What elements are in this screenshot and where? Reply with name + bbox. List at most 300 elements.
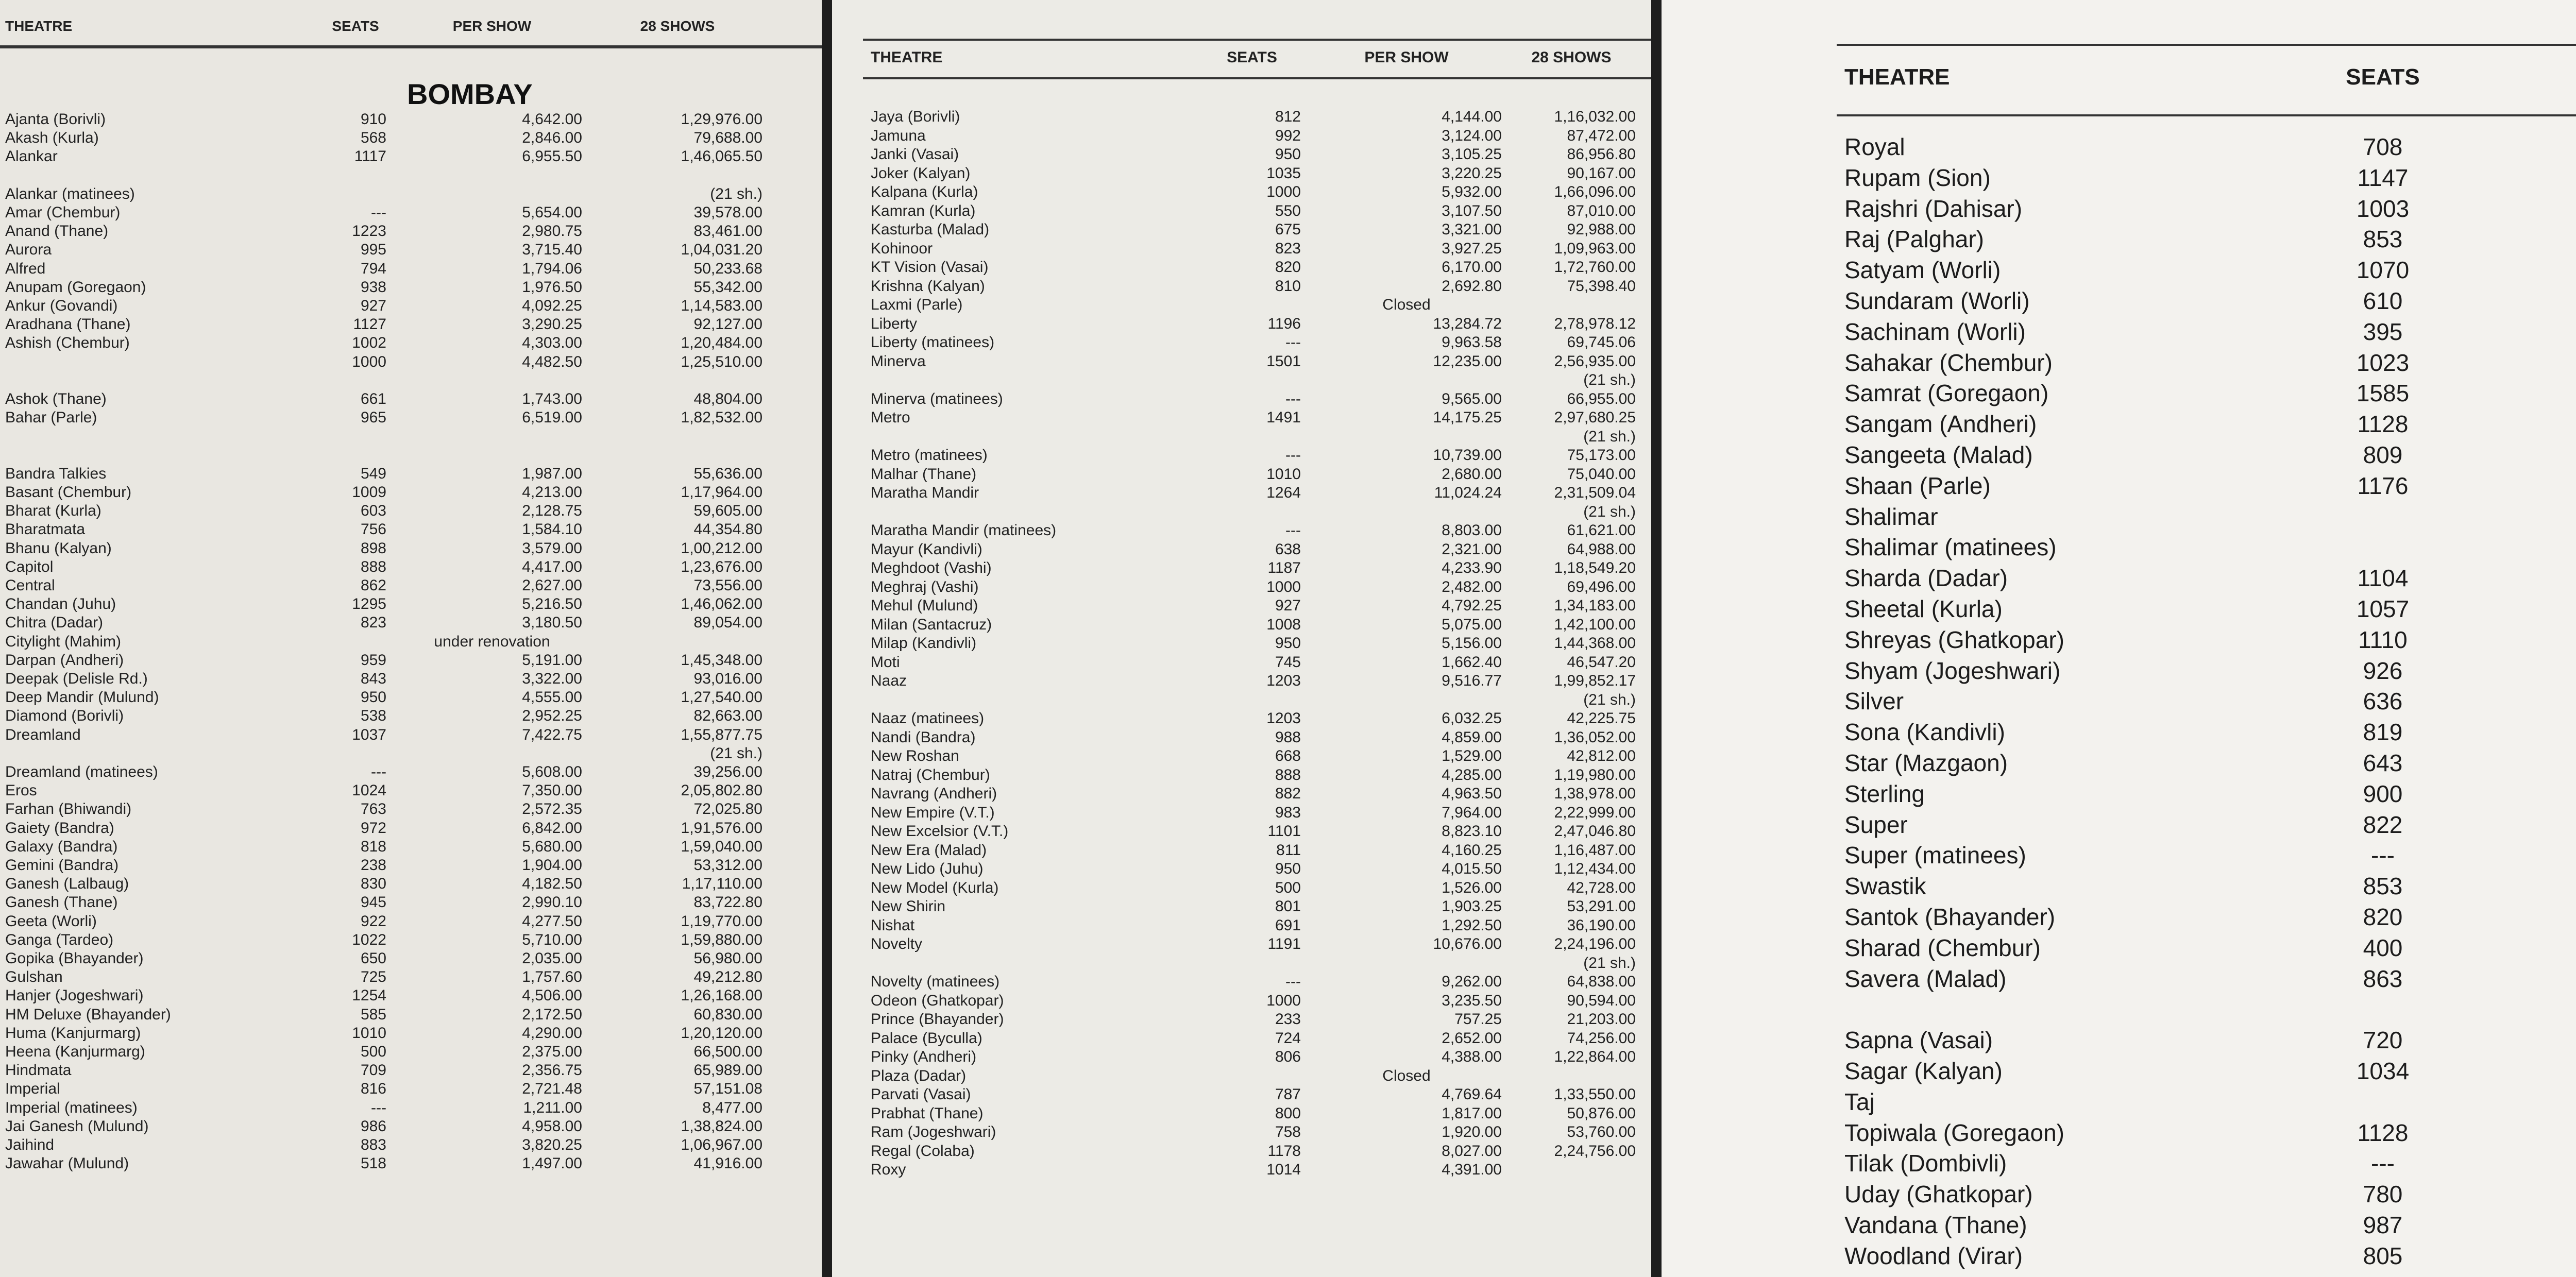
seats-value: 1203 [1266,710,1301,727]
shows-total: (21 sh.) [1583,371,1636,388]
per-show-value: 4,290.00 [522,1024,582,1042]
per-show-value [2522,133,2576,161]
per-show-value: 4,391.00 [1442,1161,1502,1178]
shows-total: 1,04,031.20 [681,241,762,259]
per-show-value: 5,608.00 [522,763,582,780]
seats-value: 1003 [2356,195,2410,222]
shows-total: 2,47,046.80 [1554,823,1636,840]
per-show-value: 4,859.00 [1442,728,1502,746]
shows-total: 36,190.00 [1567,916,1636,934]
seats-value: 818 [360,838,386,855]
per-show-value [2522,287,2576,315]
seats-value: 550 [1275,202,1301,219]
theatre-name: Malhar (Thane) [871,465,977,483]
shows-total: 2,24,756.00 [1554,1142,1636,1160]
per-show-value: 5,710.00 [522,931,582,948]
per-show-value: 3,220.25 [1442,164,1502,182]
seats-value: 668 [1275,747,1301,764]
per-show-value [2522,564,2576,592]
per-show-value: 7,422.75 [522,726,582,743]
seats-value: 1176 [2357,472,2409,499]
seats-value: 992 [1275,127,1301,144]
theatre-name: Nishat [871,916,915,934]
theatre-name: Anand (Thane) [5,223,109,240]
shows-total: 39,256.00 [693,763,762,780]
theatre-name: Chitra (Dadar) [5,614,104,632]
shows-total: 1,46,062.00 [681,595,762,613]
theatre-name: Prabhat (Thane) [871,1104,984,1122]
theatre-name: Imperial (matinees) [5,1099,138,1116]
per-show-value: 2,980.75 [522,223,582,240]
theatre-name: Santok (Bhayander) [1844,904,2056,930]
seats-value: 603 [360,502,386,520]
theatre-name: Royal [1844,133,1905,160]
per-show-value: 2,692.80 [1442,277,1502,295]
shows-total: 56,980.00 [693,950,762,967]
seats-value: 395 [2363,318,2403,345]
shows-total: 1,06,967.00 [681,1136,762,1153]
per-show-value: 4,015.50 [1442,860,1502,877]
theatre-name: Sangeeta (Malad) [1844,441,2033,468]
theatre-name: Ajanta (Borivli) [5,111,106,128]
shows-total: (21 sh.) [1583,954,1636,972]
seats-value: 1000 [1266,183,1301,200]
seats-value: 675 [1275,221,1301,238]
header-seats: SEATS [2346,64,2420,90]
per-show-value [2522,441,2576,469]
seats-value: 1000 [352,353,386,370]
per-show-value: 1,987.00 [522,465,582,482]
per-show-value: 3,820.25 [522,1136,582,1153]
seats-value: 819 [2363,719,2403,746]
theatre-name: Amar (Chembur) [5,204,121,221]
theatre-name: Hanjer (Jogeshwari) [5,987,144,1004]
per-show-value: 4,092.25 [522,297,582,314]
shows-total: 69,745.06 [1567,334,1636,351]
shows-total: 50,233.68 [693,260,762,277]
shows-total: 1,23,676.00 [681,558,762,575]
per-show-value: 4,769.64 [1442,1086,1502,1103]
seats-value: 1070 [2356,257,2410,284]
seats-value: 1000 [1266,578,1301,595]
theatre-name: Sona (Kandivli) [1844,719,2005,746]
shows-total: 75,173.00 [1567,447,1636,464]
seats-value: --- [1285,447,1301,464]
theatre-name: Krishna (Kalyan) [871,277,985,295]
theatre-name: Silver [1844,688,1904,715]
seats-value: 1585 [2356,380,2410,407]
seats-value: 1010 [352,1024,386,1042]
per-show-value [2522,256,2576,284]
seats-value: 1147 [2357,164,2409,191]
per-show-value: Closed [1382,296,1431,313]
seats-value: 811 [1276,841,1301,859]
theatre-name: Sharad (Chembur) [1844,934,2041,961]
theatre-name: Palace (Byculla) [871,1029,982,1047]
theatre-name: Alankar (matinees) [5,185,135,202]
shows-total: 1,34,183.00 [1554,597,1636,614]
per-show-value: 5,156.00 [1442,635,1502,652]
per-show-value [2522,1180,2576,1208]
theatre-name: Star (Mazgaon) [1844,750,2008,776]
seats-value: 1057 [2356,595,2410,622]
shows-total: 1,91,576.00 [681,819,762,837]
seats-value: 888 [360,558,386,575]
seats-value: 823 [1275,240,1301,257]
per-show-value: 7,964.00 [1442,804,1502,821]
seats-value: 1008 [1266,616,1301,633]
theatre-name: Basant (Chembur) [5,484,132,501]
seats-value: 822 [2363,811,2403,838]
header-per-show: PER SHOW [452,18,532,34]
per-show-value: 2,035.00 [522,950,582,967]
seats-value: --- [2371,1150,2395,1177]
city-title: BOMBAY [407,78,533,110]
shows-total: 69,496.00 [1567,578,1636,595]
theatre-name: Jaihind [5,1136,55,1153]
per-show-value: 3,105.25 [1442,146,1502,163]
seats-value: 238 [360,857,386,874]
shows-total: 1,14,583.00 [681,297,762,314]
theatre-name: Samrat (Goregaon) [1844,380,2049,407]
theatre-name: Gaiety (Bandra) [5,819,114,837]
seats-value: 720 [2363,1027,2403,1054]
seats-value: --- [1285,390,1301,407]
theatre-name: Liberty [871,315,918,332]
shows-total: 1,29,976.00 [681,111,762,128]
theatre-name: HM Deluxe (Bhayander) [5,1006,171,1023]
per-show-value: 4,303.00 [522,334,582,352]
shows-total: 1,27,540.00 [681,689,762,706]
theatre-name: Natraj (Chembur) [871,766,990,784]
seats-value: 1037 [352,726,386,743]
per-show-value [2522,718,2576,746]
per-show-value: 3,107.50 [1442,202,1502,219]
seats-value: 1117 [354,148,386,165]
per-show-value: 2,680.00 [1442,465,1502,483]
per-show-value: 5,075.00 [1442,616,1502,633]
theatre-name: Kohinoor [871,240,933,257]
theatre-name: Milap (Kandivli) [871,635,977,652]
seats-value: 1009 [352,484,386,501]
theatre-name: Ganesh (Thane) [5,894,118,911]
shows-total: 1,33,550.00 [1554,1086,1636,1103]
per-show-value: 2,721.48 [522,1080,582,1098]
theatre-name: Sapna (Vasai) [1844,1027,1993,1054]
seats-value: 708 [2363,133,2403,160]
shows-total: 72,025.80 [693,801,762,818]
per-show-value: 10,739.00 [1433,447,1502,464]
seats-value: 863 [2363,965,2403,992]
header-theatre: THEATRE [5,18,73,34]
seats-value: 1034 [2356,1058,2410,1084]
theatre-name: New Era (Malad) [871,841,987,859]
theatre-name: Jawahar (Mulund) [5,1155,129,1172]
per-show-value: 2,128.75 [522,502,582,520]
per-show-value [2522,687,2576,715]
theatre-name: Liberty (matinees) [871,334,995,351]
per-show-value: 1,211.00 [523,1099,582,1116]
seats-value: 745 [1275,653,1301,671]
theatre-name: Dreamland [5,726,81,743]
per-show-value: 4,792.25 [1442,597,1502,614]
shows-total: 1,45,348.00 [681,651,762,669]
shows-total: 1,16,032.00 [1554,108,1636,125]
theatre-name: Novelty [871,935,923,952]
seats-value: 950 [1275,860,1301,877]
seats-value: 400 [2363,934,2403,961]
shows-total: 2,05,802.80 [681,782,762,799]
theatre-name: Sharda (Dadar) [1844,565,2008,592]
theatre-name: Shreyas (Ghatkopar) [1844,626,2064,653]
theatre-name: Heena (Kanjurmarg) [5,1043,145,1060]
theatre-name: Ashish (Chembur) [5,334,130,352]
theatre-name: Taj [1844,1088,1875,1115]
theatre-name: Janki (Vasai) [871,146,959,163]
theatre-name: Bharatmata [5,521,86,538]
seats-value: --- [371,763,386,780]
seats-value: 1178 [1267,1142,1301,1160]
theatre-name: Rajshri (Dahisar) [1844,195,2023,222]
theatre-name: Plaza (Dadar) [871,1067,967,1084]
per-show-value: 6,955.50 [522,148,582,165]
seats-value: 862 [360,577,386,594]
per-show-value: 9,516.77 [1442,672,1502,689]
theatre-name: Novelty (matinees) [871,973,1000,990]
theatre-name: Imperial [5,1080,60,1098]
header-theatre: THEATRE [871,49,943,66]
seats-value: 1264 [1266,484,1301,501]
per-show-value: 2,846.00 [522,129,582,147]
shows-total: 66,955.00 [1567,390,1636,407]
theatre-name: Woodland (Virar) [1844,1242,2023,1269]
shows-total: 1,25,510.00 [681,353,762,370]
per-show-value: 4,963.50 [1442,785,1502,802]
seats-value: 500 [360,1043,386,1060]
seats-value: 927 [360,297,386,314]
theatre-name: Raj (Palghar) [1844,226,1984,253]
seats-value: 636 [2363,688,2403,715]
seats-value: --- [371,1099,386,1116]
seats-value: 610 [2363,287,2403,314]
theatre-name: Mayur (Kandivli) [871,540,982,558]
shows-total: 57,151.08 [693,1080,762,1098]
theatre-name: Aurora [5,241,52,259]
per-show-value [2522,410,2576,438]
shows-total: 8,477.00 [702,1099,762,1116]
seats-value: 1014 [1266,1161,1301,1178]
theatre-name: Minerva [871,352,926,370]
per-show-value: 1,529.00 [1442,747,1502,764]
per-show-value: 4,642.00 [522,111,582,128]
theatre-name: Jaya (Borivli) [871,108,960,125]
per-show-value: 4,417.00 [522,558,582,575]
per-show-value [2522,225,2576,253]
seats-value: 843 [360,670,386,687]
theatre-name: Bhanu (Kalyan) [5,539,112,557]
seats-value: 1000 [1266,992,1301,1009]
per-show-value [2522,657,2576,685]
per-show-value: 3,235.50 [1442,992,1502,1009]
per-show-value: 4,285.00 [1442,766,1502,784]
theatre-name: Ankur (Govandi) [5,297,118,314]
per-show-value: 1,743.00 [522,390,582,407]
shows-total: 65,989.00 [693,1062,762,1079]
theatre-name: Citylight (Mahim) [5,633,122,650]
theatre-name: Regal (Colaba) [871,1142,975,1160]
per-show-value: 4,277.50 [522,912,582,930]
seats-value: 995 [360,241,386,259]
shows-total: 1,36,052.00 [1554,728,1636,746]
seats-value: --- [1285,334,1301,351]
shows-total: 1,19,770.00 [681,912,762,930]
shows-total: 64,988.00 [1567,540,1636,558]
per-show-value: 9,262.00 [1442,973,1502,990]
shows-total: 2,97,680.25 [1554,409,1636,426]
seats-value: 661 [360,390,386,407]
theatre-name: New Shirin [871,898,946,915]
per-show-value: under renovation [434,633,550,650]
seats-value: 945 [360,894,386,911]
per-show-value [2522,780,2576,808]
theatre-name: Aradhana (Thane) [5,316,131,333]
shows-total: 83,461.00 [693,223,762,240]
per-show-value: 12,235.00 [1433,352,1502,370]
seats-value: --- [1285,973,1301,990]
shows-total: 1,46,065.50 [681,148,762,165]
per-show-value: 10,676.00 [1433,935,1502,952]
seats-value: 987 [2363,1212,2403,1238]
theatre-name: Akash (Kurla) [5,129,99,147]
theatre-name: Sheetal (Kurla) [1844,595,2003,622]
per-show-value [2522,903,2576,931]
seats-value: 988 [1275,728,1301,746]
seats-value: 926 [2363,657,2403,684]
seats-value: --- [1285,522,1301,539]
seats-value: 950 [1275,146,1301,163]
theatre-name: Chandan (Juhu) [5,595,116,613]
theatre-name: Joker (Kalyan) [871,164,971,182]
shows-total: 1,16,487.00 [1554,841,1636,859]
per-show-value [2522,811,2576,839]
theatre-name: Mehul (Mulund) [871,597,978,614]
theatre-name: Odeon (Ghatkopar) [871,992,1004,1009]
theatre-name: Anupam (Goregaon) [5,278,146,296]
shows-total: 53,291.00 [1567,898,1636,915]
theatre-name: Bandra Talkies [5,465,107,482]
seats-value: 830 [360,875,386,893]
header-per-show [2522,64,2576,90]
per-show-value: 3,927.25 [1442,240,1502,257]
theatre-name: New Empire (V.T.) [871,804,995,821]
theatre-name: Naaz (matinees) [871,710,985,727]
theatre-name: Diamond (Borivli) [5,707,124,725]
header-seats: SEATS [1227,49,1277,66]
per-show-value: 4,388.00 [1442,1048,1502,1065]
shows-total: (21 sh.) [710,744,762,762]
theatre-name: Maratha Mandir (matinees) [871,522,1057,539]
theatre-name: Sterling [1844,780,1925,807]
theatre-name: Sachinam (Worli) [1844,318,2026,345]
shows-total: (21 sh.) [1583,503,1636,520]
theatre-name: Navrang (Andheri) [871,785,997,802]
seats-value: 1127 [353,316,386,333]
seats-value: 787 [1275,1086,1301,1103]
theatre-name: Moti [871,653,900,671]
per-show-value: 757.25 [1454,1011,1502,1028]
per-show-value [2522,1026,2576,1054]
shows-total: 2,24,196.00 [1554,935,1636,952]
shows-total: 87,472.00 [1567,127,1636,144]
per-show-value: 3,715.40 [522,241,582,259]
seats-value: 805 [2363,1242,2403,1269]
shows-total: 48,804.00 [693,390,762,407]
theatre-name: New Lido (Juhu) [871,860,984,877]
per-show-value: 8,803.00 [1442,522,1502,539]
seats-value: 643 [2363,750,2403,776]
shows-total: 1,59,880.00 [681,931,762,948]
header-rule [863,77,1651,79]
theatre-name: Sangam (Andheri) [1844,411,2037,438]
per-show-value [2522,1088,2576,1116]
shows-total: 55,342.00 [693,278,762,296]
theatre-name: Naaz [871,672,907,689]
theatre-name: Deepak (Delisle Rd.) [5,670,148,687]
seats-value: 725 [360,968,386,986]
per-show-value [2522,626,2576,654]
seats-value: 1128 [2357,411,2409,438]
seats-value: 780 [2363,1181,2403,1208]
seats-value: 1295 [352,595,386,613]
seats-value: 922 [360,912,386,930]
shows-total: 42,728.00 [1567,879,1636,896]
shows-total: 90,594.00 [1567,992,1636,1009]
per-show-value: 4,182.50 [522,875,582,893]
per-show-value: 5,191.00 [522,651,582,669]
theatre-name: Topiwala (Goregaon) [1844,1119,2065,1146]
theatre-name: Kasturba (Malad) [871,221,990,238]
seats-value: 965 [360,409,386,427]
per-show-value: 5,654.00 [522,204,582,221]
theatre-name: Jai Ganesh (Mulund) [5,1117,149,1135]
per-show-value: Closed [1382,1067,1431,1084]
theatre-name: Maratha Mandir [871,484,979,501]
seats-value: 959 [360,651,386,669]
per-show-value [2522,934,2576,962]
shows-total: 1,17,110.00 [682,875,762,893]
shows-total: 75,040.00 [1567,465,1636,483]
per-show-value [2522,195,2576,223]
per-show-value [2522,472,2576,500]
shows-total: 60,830.00 [693,1006,762,1023]
shows-total: 1,72,760.00 [1554,259,1636,276]
seats-value: 898 [360,539,386,557]
seats-value: 938 [360,278,386,296]
theatre-name: Kalpana (Kurla) [871,183,978,200]
seats-value: 500 [1275,879,1301,896]
page-left [0,0,822,1277]
per-show-value: 2,652.00 [1442,1029,1502,1047]
shows-total: 1,20,484.00 [681,334,762,352]
per-show-value: 7,350.00 [522,782,582,799]
shows-total: 1,18,549.20 [1554,559,1636,576]
theatre-name: Alankar [5,148,58,165]
per-show-value [2522,379,2576,407]
theatre-name: Ram (Jogeshwari) [871,1123,996,1140]
seats-value: 1187 [1267,559,1301,576]
per-show-value: 2,375.00 [522,1043,582,1060]
per-show-value: 1,904.00 [522,857,582,874]
